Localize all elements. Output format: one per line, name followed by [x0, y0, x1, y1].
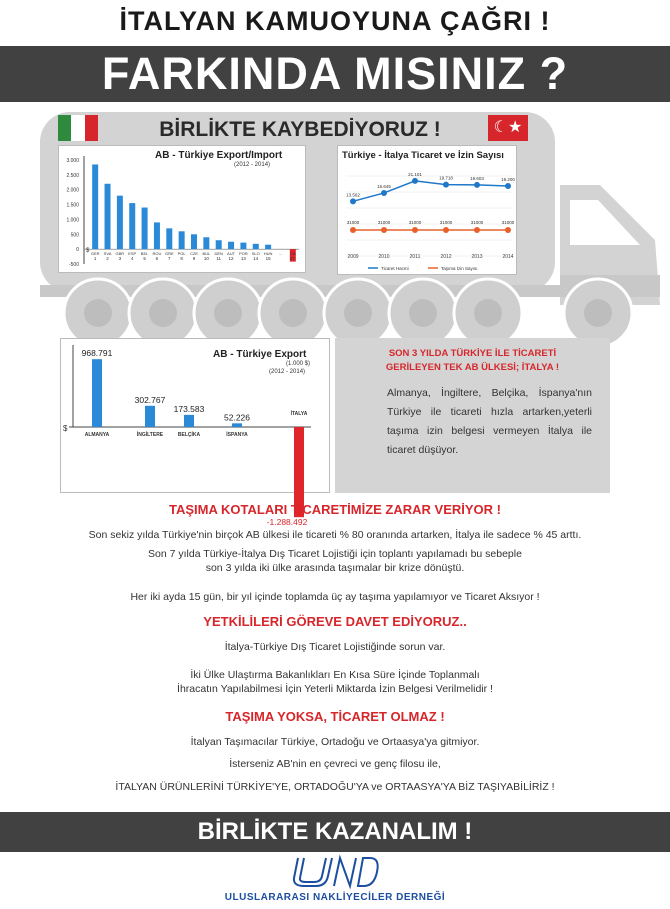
chart3-value-label: 968.791 [81, 348, 113, 359]
chart1-title: AB - Türkiye Export/Import [155, 150, 283, 161]
chart1-ytick-label: 2.000 [66, 187, 79, 194]
chart2-trade-label: 19.603 [470, 175, 484, 181]
paragraph-4: İtalya-Türkiye Dış Ticaret Lojistiğinde sorun var. [224, 641, 446, 653]
chart3-category-label: BELÇİKA [177, 432, 201, 438]
chart1-category-number: 3 [118, 256, 122, 262]
paragraph-2b: son 3 yılda iki ülke arasında taşımalar bir krize dönüştü. [205, 562, 465, 574]
chart1-category-label: CZE [190, 251, 198, 257]
chart2-permit-point [474, 227, 480, 233]
chart2-title: Türkiye - İtalya Ticaret ve İzin Sayısı [342, 150, 504, 161]
chart1-bar [216, 240, 222, 249]
chart1-bar [240, 243, 246, 250]
chart1-bar [117, 196, 123, 249]
paragraph-6: İtalyan Taşımacılar Türkiye, Ortadoğu ve Ortaasya'ya gitmiyor. [190, 736, 480, 748]
chart1-category-label: POL [177, 251, 186, 257]
chart1-category-label: BEL [140, 251, 149, 257]
chart2-trade-point [412, 178, 418, 184]
chart2-permit-label: 31000 [470, 220, 484, 225]
chart2-permit-point [350, 227, 356, 233]
heading-no-transport: TAŞIMA YOKSA, TİCARET OLMAZ ! [225, 709, 445, 724]
chart1-category-label: GER [90, 251, 100, 257]
chart1-category-label: AUT [227, 251, 236, 257]
paragraph-1: Son sekiz yılda Türkiye'nin birçok AB ülkesi ile ticareti % 80 oranında artarken, İtalya ile sadece % 45 arttı. [88, 529, 582, 541]
chart1-bar [265, 245, 271, 249]
und-logo [290, 856, 380, 888]
chart3-value-label: -1.288.492 [266, 517, 308, 528]
chart2-trade-point [443, 182, 449, 188]
chart2-permit-point [505, 227, 511, 233]
chart1-category-number: 4 [130, 256, 134, 262]
paragraph-3: Her iki ayda 15 gün, bir yıl içinde toplamda üç ay taşıma yapılamıyor ve Ticaret Aksıyor ! [130, 591, 540, 603]
chart1-category-number: 11 [216, 256, 222, 262]
chart2-trade-point [381, 190, 387, 196]
chart1-ytick-label: 3.000 [66, 158, 79, 164]
chart1-bar [228, 242, 234, 249]
chart2-x-label: 2010 [378, 254, 390, 260]
chart1-category-number: 15 [265, 256, 271, 262]
chart2-permit-point [412, 227, 418, 233]
chart1-category-number: 5 [143, 256, 146, 262]
truck-title: BİRLİKTE KAYBEDİYORUZ ! [159, 118, 441, 141]
chart1-ytick-label: -500 [68, 262, 79, 268]
chart3-subtitle1: (1.000 $) [286, 361, 311, 367]
chart2-legend-trade-label: Ticaret Hacmi [381, 266, 409, 271]
info-heading-1: SON 3 YILDA TÜRKİYE İLE TİCARETİ [388, 348, 557, 359]
chart2-svg [338, 146, 518, 276]
trade-permit-chart-panel [337, 145, 517, 275]
chart3-bar [232, 423, 242, 427]
chart1-category-number: 8 [180, 256, 183, 262]
org-name: ULUSLARARASI NAKLİYECİLER DERNEĞİ [224, 892, 446, 903]
chart1-category-number: 10 [203, 256, 209, 262]
chart2-permit-label: 31000 [408, 220, 422, 225]
chart1-category-number: 6 [155, 256, 159, 262]
chart1-category-label: HUN [263, 251, 273, 257]
info-box [335, 338, 610, 493]
info-paragraph: Almanya, İngiltere, Belçika, İspanya'nın Türkiye ile ticareti hızla artarken,yeterli taşıma izin belgesi vermeyen İtalya ile ticaret düşüyor. [387, 387, 592, 456]
chart1-category-label: ROU [152, 251, 162, 257]
chart2-x-label: 2013 [471, 254, 483, 260]
chart1-ytick-label: 1.500 [66, 202, 79, 209]
chart1-category-label: ESP [128, 251, 137, 257]
chart2-permit-label: 31000 [346, 220, 360, 225]
chart2-trade-point [474, 182, 480, 188]
chart2-trade-point [505, 183, 511, 189]
chart2-legend-permit-label: Taşıma İzin Sayısı [441, 266, 478, 271]
chart3-value-label: 52.226 [224, 412, 250, 423]
export-import-chart-panel [58, 145, 306, 273]
chart1-category-label: GBR [115, 251, 125, 257]
chart2-permit-point [381, 227, 387, 233]
bottom-banner: BİRLİKTE KAZANALIM ! [0, 812, 670, 852]
chart2-permit-label: 31000 [501, 220, 515, 225]
chart1-svg [59, 146, 307, 274]
chart3-category-label: İTALYA [290, 411, 308, 417]
chart2-x-label: 2012 [440, 254, 452, 260]
info-heading-2: GERİLEYEN TEK AB ÜLKESİ; İTALYA ! [385, 362, 560, 373]
chart1-category-number: 2 [106, 256, 109, 262]
chart1-ytick-label: 0 [76, 247, 79, 254]
chart1-ytick-label: 2.500 [66, 172, 79, 179]
chart3-currency-mark: $ [63, 424, 68, 433]
chart1-subtitle: (2012 - 2014) [234, 162, 271, 168]
chart1-category-label: POR [239, 251, 248, 257]
chart1-category-number: 12 [228, 256, 234, 262]
chart1-bar [142, 208, 148, 250]
chart1-category-label: GRE [164, 251, 174, 257]
chart1-category-number: 1 [93, 256, 97, 262]
chart2-x-label: 2009 [347, 254, 359, 260]
chart3-svg [61, 339, 331, 528]
chart1-category-number: 13 [240, 256, 246, 262]
call-title: İTALYAN KAMUOYUNA ÇAĞRI ! [119, 6, 551, 36]
chart3-value-label: 173.583 [173, 403, 205, 414]
chart1-currency-mark: $ [86, 248, 90, 255]
chart1-category-label: ... [278, 251, 283, 257]
heading-invite: YETKİLİLERİ GÖREVE DAVET EDİYORUZ.. [203, 614, 467, 629]
chart2-x-label: 2014 [502, 254, 514, 260]
chart3-subtitle2: (2012 - 2014) [269, 369, 306, 375]
main-banner: FARKINDA MISINIZ ? [0, 46, 670, 102]
chart1-category-label: BUL [202, 251, 211, 257]
chart3-bar [184, 415, 194, 427]
chart3-category-label: İSPANYA [226, 432, 248, 438]
chart1-category-label: SVA [103, 251, 112, 257]
chart2-trade-label: 19.718 [439, 175, 453, 181]
chart1-bar [154, 222, 160, 249]
chart3-value-label: 302.767 [134, 394, 166, 405]
chart1-category-number: 14 [253, 256, 259, 262]
chart2-trade-label: 16.645 [377, 183, 391, 189]
chart1-category-number: 27. [289, 256, 296, 262]
chart3-bar [145, 406, 155, 427]
chart1-category-label: DEN [214, 251, 223, 257]
chart1-bar [191, 234, 197, 249]
chart1-bar [203, 237, 209, 249]
chart2-trade-point [350, 198, 356, 204]
chart1-bar [179, 231, 185, 249]
paragraph-7: İsterseniz AB'nin en çevreci ve genç filosu ile, [229, 758, 441, 770]
chart2-permit-label: 31000 [377, 220, 391, 225]
chart1-ytick-label: 500 [70, 232, 79, 239]
italy-flag-icon [58, 115, 98, 141]
chart2-trade-label: 21.101 [408, 171, 422, 177]
chart3-category-label: İNGİLTERE [136, 432, 164, 438]
chart1-ytick-label: 1.000 [66, 217, 79, 224]
ab-export-chart-panel [60, 338, 330, 528]
chart1-category-label: İTA [289, 251, 296, 257]
paragraph-8: İTALYAN ÜRÜNLERİNİ TÜRKİYE'YE, ORTADOĞU'YA ve ORTAASYA'YA BİZ TAŞIYABİLİRİZ ! [115, 781, 555, 793]
paragraph-2a: Son 7 yılda Türkiye-İtalya Dış Ticaret Lojistiği için toplantı yapılamadı bu sebeple [148, 548, 522, 560]
chart3-title: AB - Türkiye Export [213, 349, 307, 360]
chart1-category-label: SLO [251, 251, 260, 257]
heading-quotas: TAŞIMA KOTALARI TİCARETİMİZE ZARAR VERİYOR ! [169, 502, 501, 517]
chart1-bar [105, 184, 111, 249]
chart1-bar [92, 164, 98, 249]
turkey-flag-icon: ☾★ [488, 115, 528, 141]
chart1-category-number: 7 [168, 256, 171, 262]
chart2-trade-label: 19.200 [501, 177, 515, 183]
chart1-bar [129, 203, 135, 249]
chart1-bar [166, 228, 172, 249]
chart1-category-number: 9 [192, 256, 196, 262]
chart2-permit-point [443, 227, 449, 233]
chart2-trade-label: 13.562 [346, 192, 360, 198]
chart3-category-label: ALMANYA [84, 432, 110, 438]
chart2-permit-label: 31000 [439, 220, 453, 225]
chart3-bar [92, 359, 102, 427]
paragraph-5a: İki Ülke Ulaştırma Bakanlıkları En Kısa Süre İçinde Toplanmalı [190, 669, 480, 681]
chart1-bar [253, 244, 259, 249]
chart2-x-label: 2011 [409, 254, 421, 260]
paragraph-5b: İhracatın Yapılabilmesi İçin Yeterli Miktarda İzin Belgesi Verilmelidir ! [177, 683, 493, 695]
und-logo-icon [290, 856, 380, 888]
